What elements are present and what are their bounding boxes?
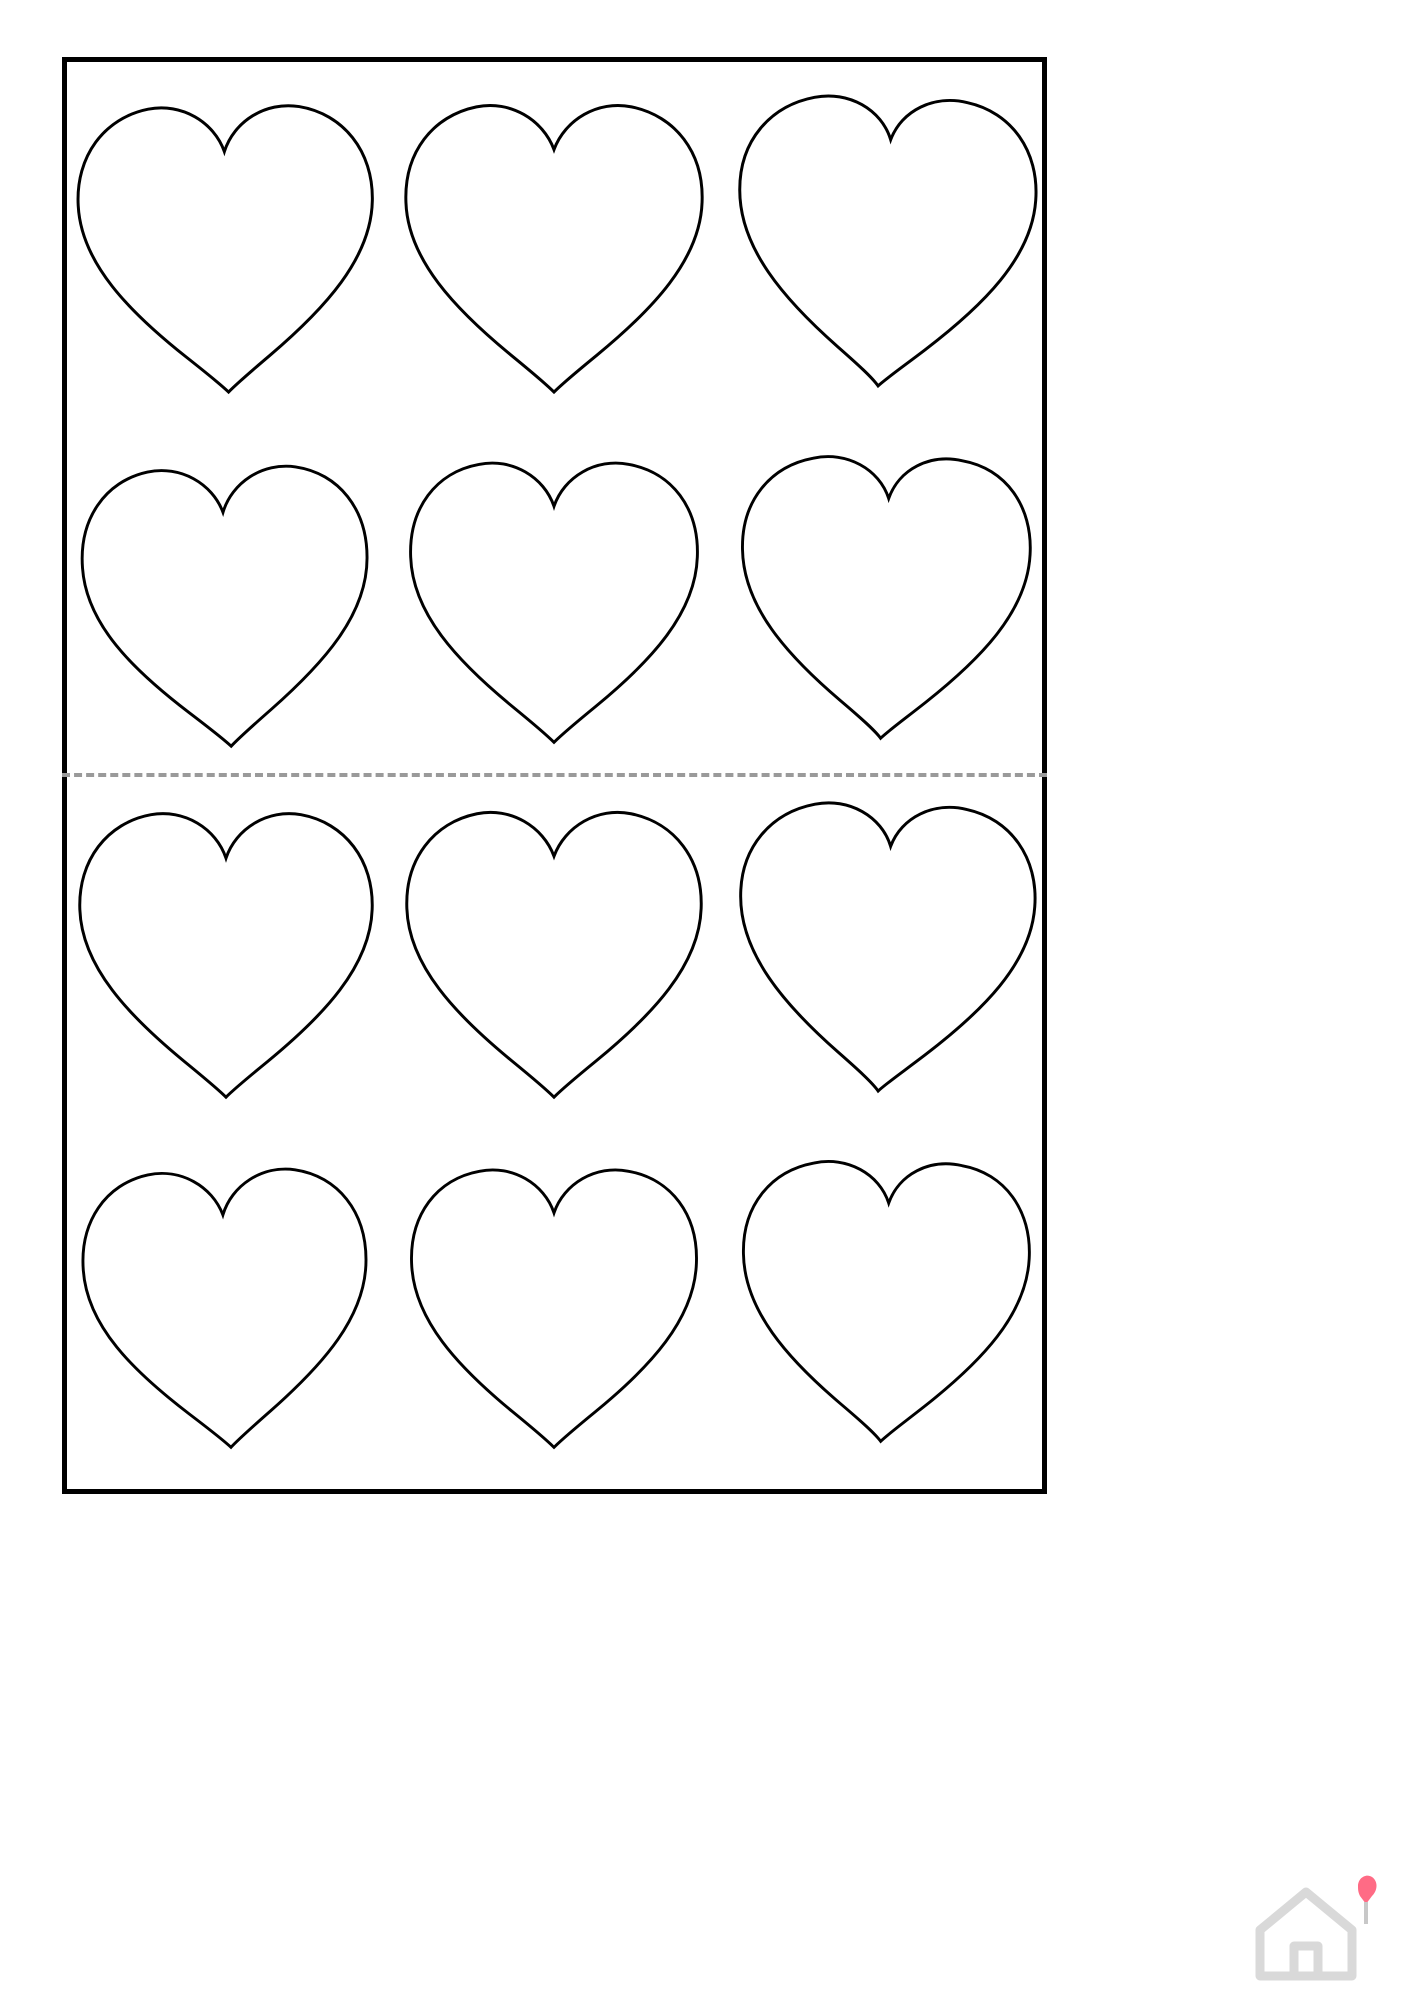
heart-shape-8	[392, 775, 716, 1128]
heart-shape-2	[392, 69, 716, 422]
heart-shape-6	[723, 422, 1047, 775]
heart-shape-7	[64, 775, 388, 1128]
heart-shape-1	[64, 69, 388, 422]
heart-shape-4	[64, 422, 388, 775]
heart-shape-9	[723, 775, 1047, 1128]
heart-shape-3	[723, 69, 1047, 422]
fold-line	[62, 773, 1047, 777]
heart-shape-11	[392, 1127, 716, 1480]
heart-shape-12	[723, 1127, 1047, 1480]
heart-shape-5	[392, 422, 716, 775]
heart-shape-10	[64, 1127, 388, 1480]
house-icon	[1254, 1872, 1384, 1984]
